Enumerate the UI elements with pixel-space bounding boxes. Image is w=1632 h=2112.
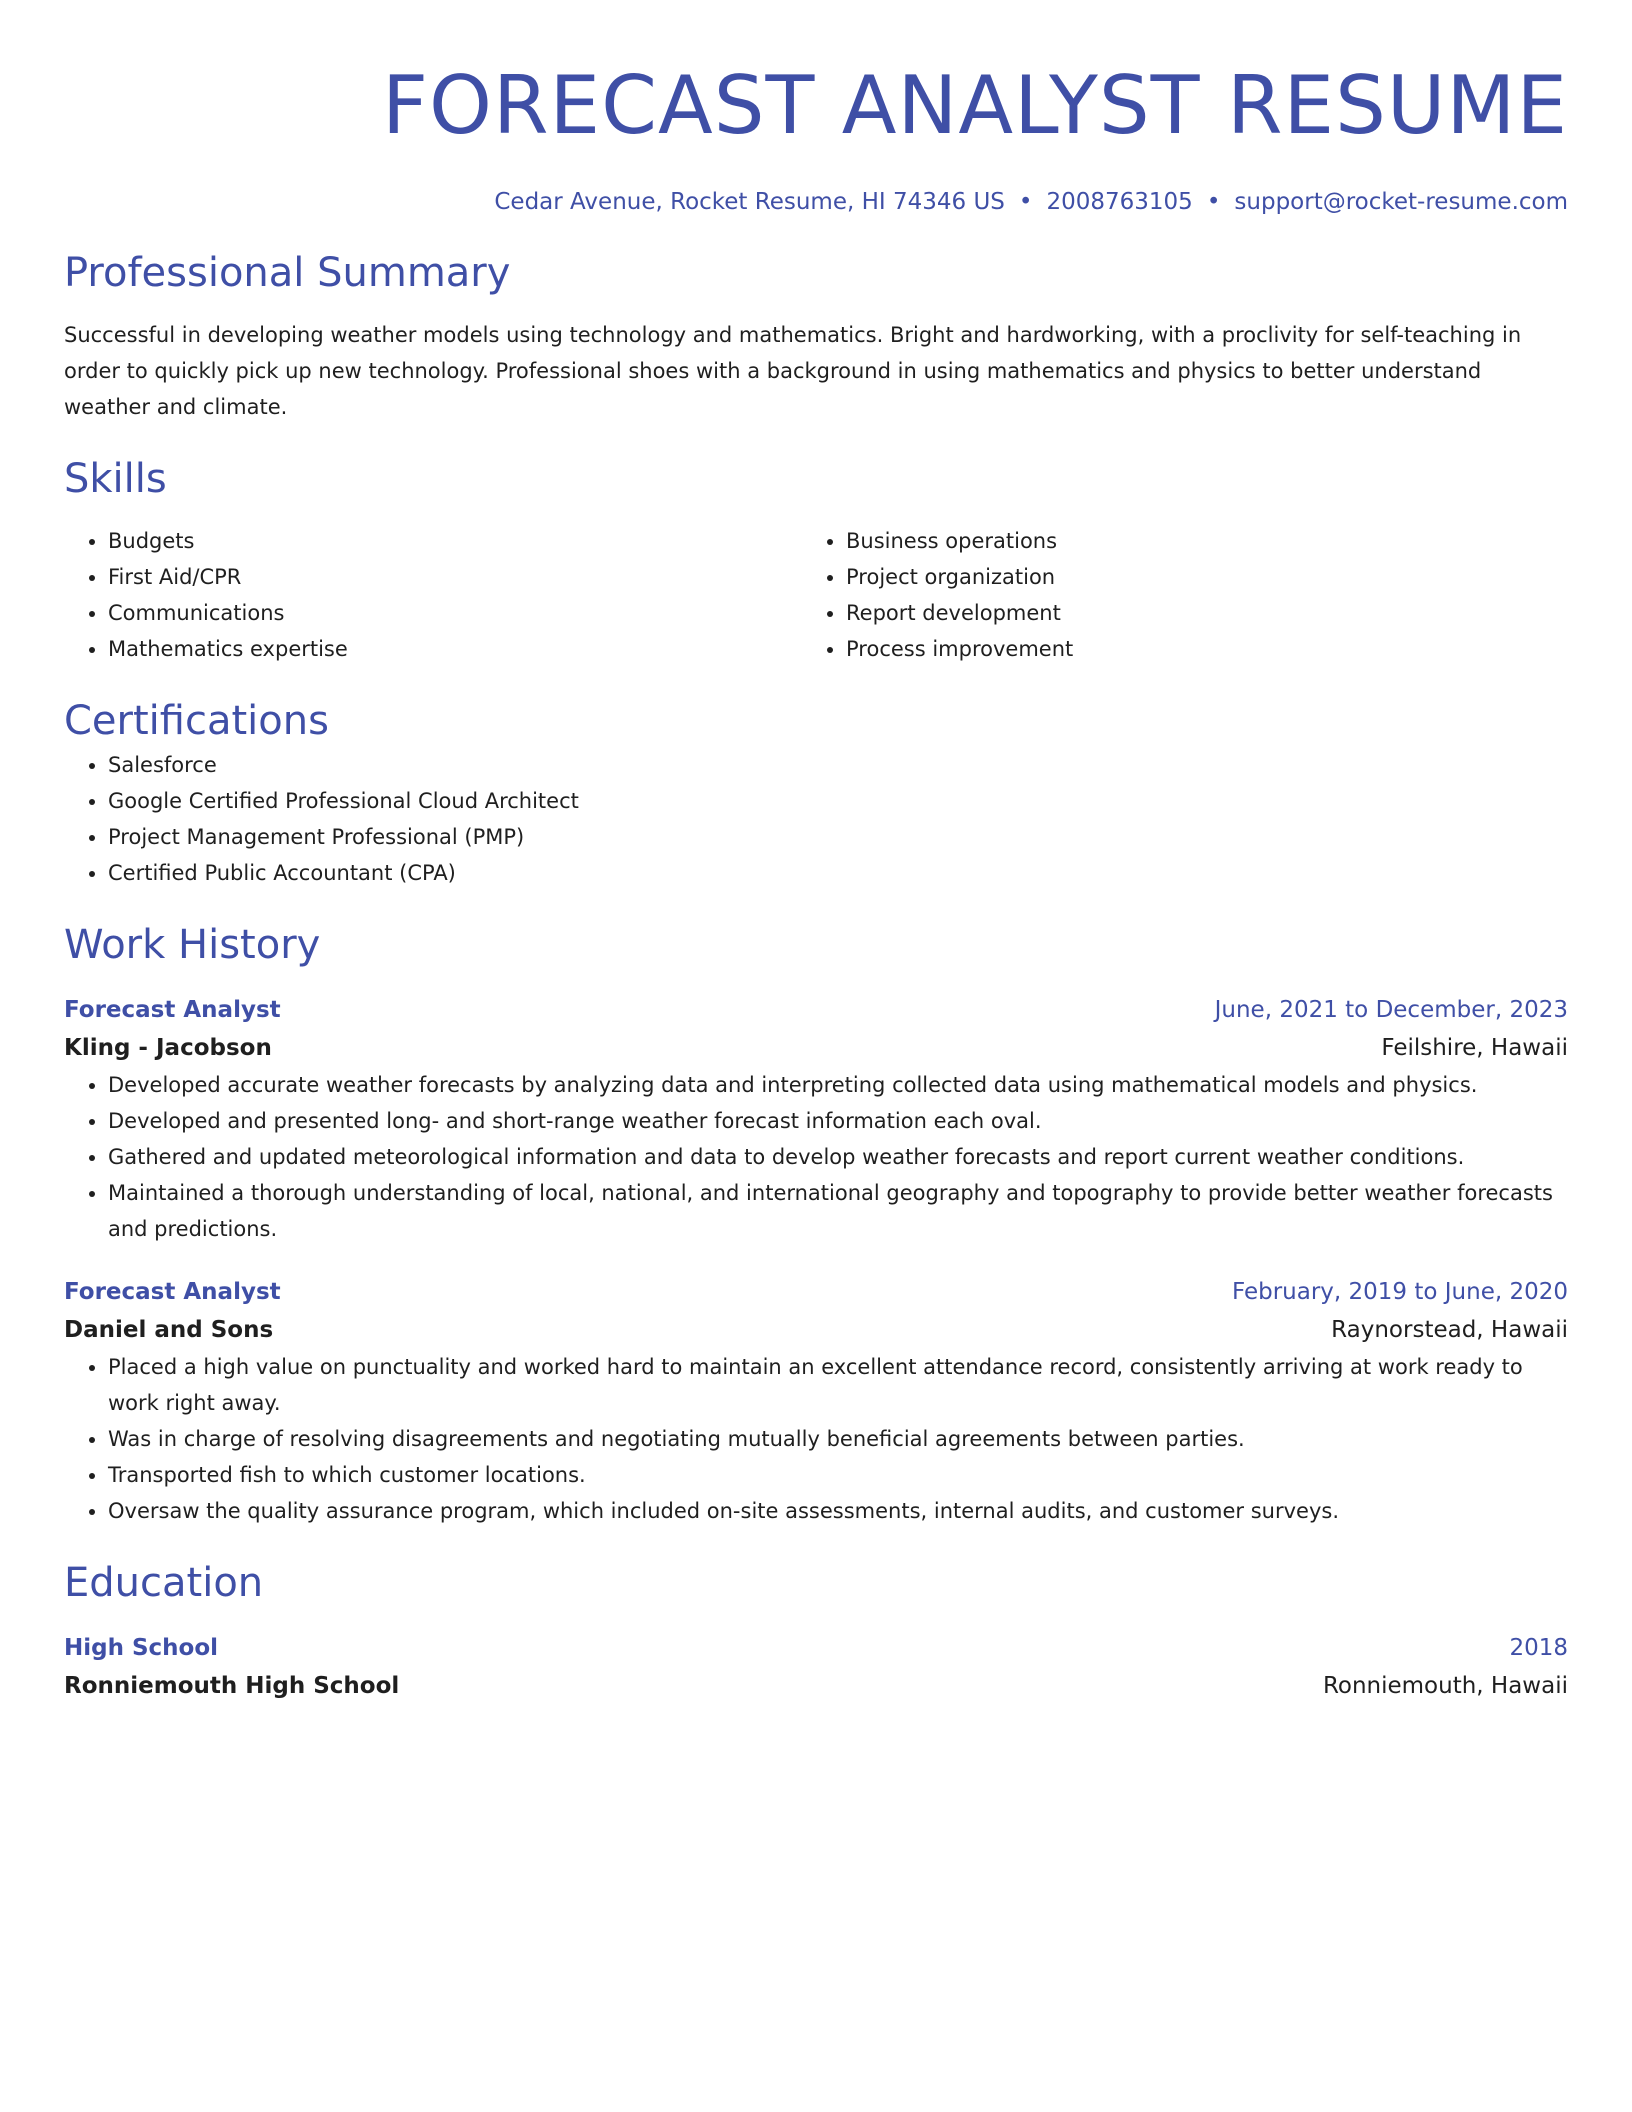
skills-list-left [64,523,802,667]
contact-separator: • [1206,189,1221,215]
contact-line [64,185,1568,219]
job-company: Daniel and Sons [64,1317,274,1343]
certification-item: • Salesforce [108,747,1568,783]
education-heading: Education [64,1560,264,1606]
summary-text: Successful in developing weather models using technology and mathematics. Bright and hardworking, with a proclivity for self-teaching in order to quickly pick up new technology. Professional shoes with a background in using mathematics and physics to better understand weather and climate. [64,323,1522,419]
job-bullet: • Oversaw the quality assurance program, which included on-site assessments, internal audits, and customer surveys. [108,1493,1568,1529]
job-title: Forecast Analyst [64,1279,281,1305]
education-school-row [64,1667,1568,1705]
skills-section [64,453,1568,667]
skills-column-right [802,523,1540,667]
education-location: Ronniemouth, Hawaii [1322,1673,1568,1699]
job-location: Raynorstead, Hawaii [1331,1317,1568,1343]
summary-section [64,247,1568,425]
job-company: Kling - Jacobson [64,1035,272,1061]
education-entry [64,1629,1568,1705]
job-dates: February, 2019 to June, 2020 [1231,1279,1568,1305]
skills-list-right [802,523,1540,667]
job-dates: June, 2021 to December, 2023 [1214,997,1568,1023]
skills-column-left [64,523,802,667]
education-section [64,1557,1568,1705]
job-entry [64,991,1568,1247]
resume-header [64,54,1568,219]
job-company-row [64,1029,1568,1067]
resume-title: FORECAST ANALYST RESUME [381,59,1568,152]
job-bullet: • Developed and presented long- and short-range weather forecast information each oval. [108,1103,1568,1139]
skill-item: • Mathematics expertise [108,631,802,667]
job-bullet: • Gathered and updated meteorological information and data to develop weather forecasts and report current weather conditions. [108,1139,1568,1175]
job-location: Feilshire, Hawaii [1381,1035,1568,1061]
skill-item: • Project organization [846,559,1540,595]
education-degree: High School [64,1635,219,1661]
contact-separator: • [1018,189,1033,215]
skill-item: • Report development [846,595,1540,631]
job-title-row [64,1273,1568,1311]
job-title-row [64,991,1568,1029]
certifications-section [64,695,1568,891]
education-school: Ronniemouth High School [64,1673,400,1699]
job-bullet: • Was in charge of resolving disagreements and negotiating mutually beneficial agreements between parties. [108,1421,1568,1457]
skill-item: • Budgets [108,523,802,559]
skill-item: • First Aid/CPR [108,559,802,595]
job-bullets [64,1349,1568,1529]
contact-email: support@rocket-resume.com [1234,189,1568,215]
skill-item: • Process improvement [846,631,1540,667]
job-bullet: • Placed a high value on punctuality and worked hard to maintain an excellent attendance record, consistently arriving at work ready to work right away. [108,1349,1568,1421]
job-bullet: • Transported fish to which customer locations. [108,1457,1568,1493]
certification-item: • Google Certified Professional Cloud Architect [108,783,1568,819]
education-year: 2018 [1509,1635,1568,1661]
summary-heading: Professional Summary [64,250,511,296]
work-history-section [64,919,1568,1529]
contact-address: Cedar Avenue, Rocket Resume, HI 74346 US [494,189,1005,215]
certifications-list [64,747,1568,891]
education-degree-row [64,1629,1568,1667]
job-bullet: • Maintained a thorough understanding of local, national, and international geography and topography to provide better weather forecasts and predictions. [108,1175,1568,1247]
skills-heading: Skills [64,456,167,502]
job-title: Forecast Analyst [64,997,281,1023]
certifications-heading: Certifications [64,698,329,744]
skill-item: • Communications [108,595,802,631]
contact-phone: 2008763105 [1046,189,1193,215]
job-bullets [64,1067,1568,1247]
skills-grid [64,523,1568,667]
certification-item: • Project Management Professional (PMP) [108,819,1568,855]
work-history-heading: Work History [64,922,321,968]
job-company-row [64,1311,1568,1349]
job-bullet: • Developed accurate weather forecasts by analyzing data and interpreting collected data using mathematical models and physics. [108,1067,1568,1103]
job-entry [64,1273,1568,1529]
skill-item: • Business operations [846,523,1540,559]
certification-item: • Certified Public Accountant (CPA) [108,855,1568,891]
